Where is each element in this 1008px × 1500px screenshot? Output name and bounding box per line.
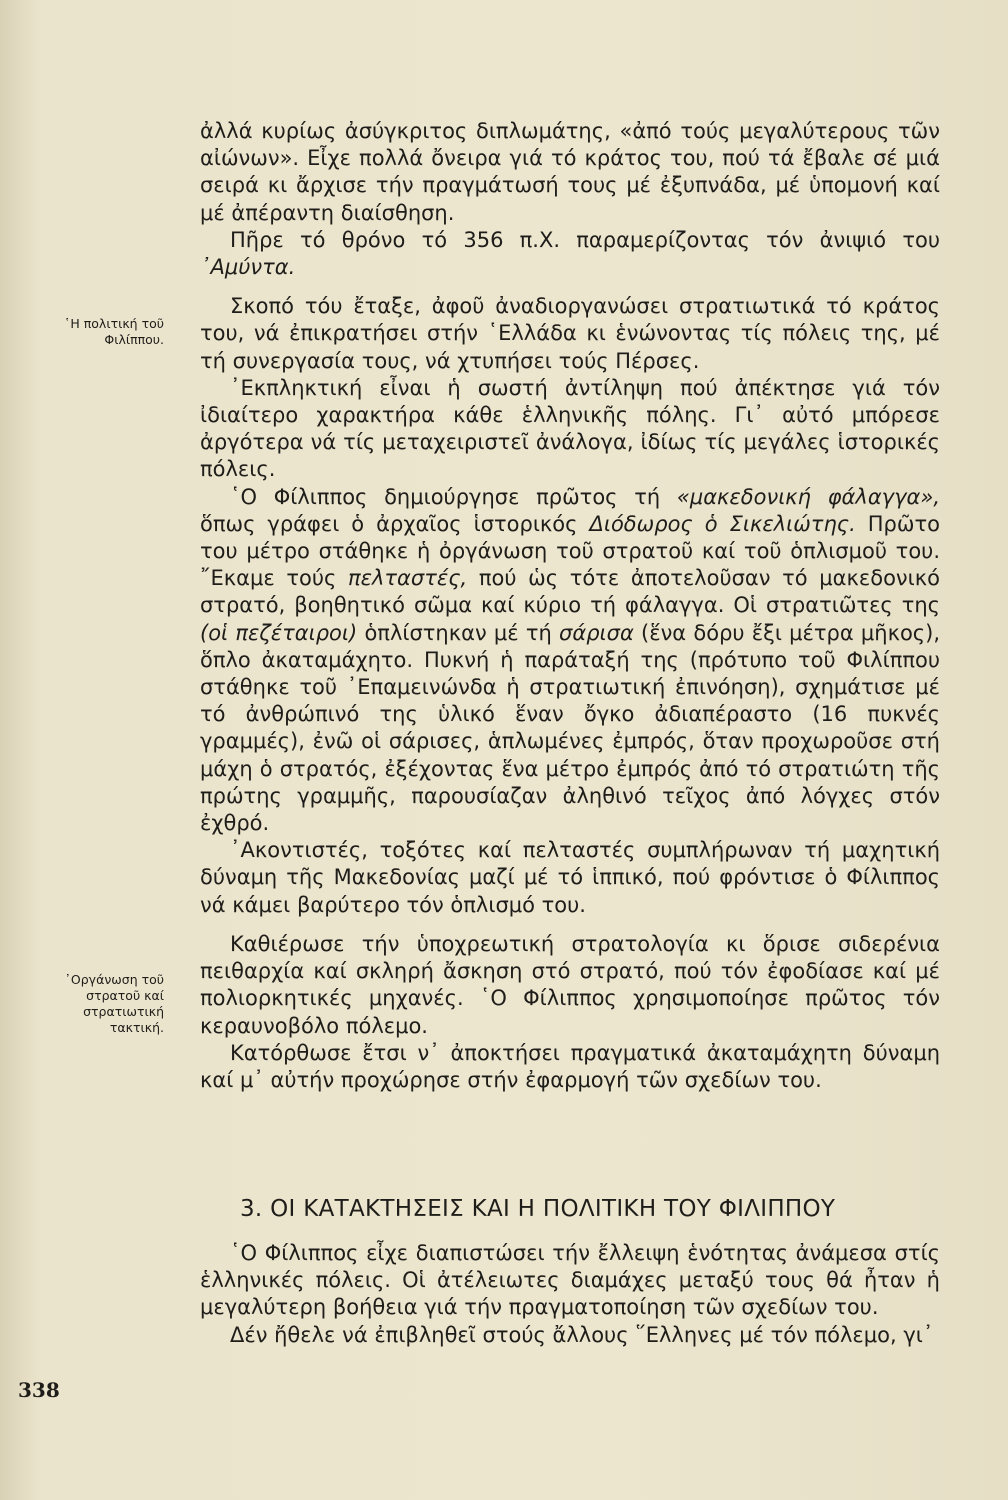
paragraph: Κατόρθωσε ἔτσι ν᾿ ἀποκτήσει πραγματικά ἀκαταμάχητη δύναμη καί μ᾿ αὐτήν προχώρησε στήν ἐφαρμογή τῶν σχεδίων του. xyxy=(200,1040,940,1092)
paragraph: Σκοπό τόυ ἔταξε, ἀφοῦ ἀναδιοργανώσει στρατιωτικά τό κράτος του, νά ἐπικρατήσει στήν ῾Ελλάδα κι ἑνώνοντας τίς πόλεις της, μέ τή συνεργασία τους, νά χτυπήσει τούς Πέρσες. xyxy=(200,294,940,373)
text-run: ὅπως γράφει ὁ ἀρχαῖος ἱστορικός xyxy=(200,511,578,536)
italic-term: πελταστές, xyxy=(347,566,468,591)
main-text xyxy=(200,118,940,1094)
italic-term: σάρισα xyxy=(559,620,634,645)
paragraph: Δέν ἤθελε νά ἐπιβληθεῖ στούς ἄλλους ῞Ελληνες μέ τόν πόλεμο, γι᾿ xyxy=(230,1322,934,1347)
paragraph: ᾿Ακοντιστές, τοξότες καί πελταστές συμπλήρωναν τή μαχητική δύναμη τῆς Μακεδονίας μαζί μέ τό ἱππικό, πού φρόντισε ὁ Φίλιππος νά κάμει βαρύτερο τόν ὁπλισμό του. xyxy=(200,838,940,917)
text-run: ὁπλίστηκαν μέ τή xyxy=(364,620,552,645)
margin-note-army: ᾿Οργάνωση τοῦ στρατοῦ καί στρατιωτική τακτική. xyxy=(64,972,164,1035)
section-heading: 3. ΟΙ ΚΑΤΑΚΤΗΣΕΙΣ ΚΑΙ Η ΠΟΛΙΤΙΚΗ ΤΟΥ ΦΙΛΙΠΠΟΥ xyxy=(240,1196,836,1222)
text-run: πού ὡς τότε ἀποτελοῦσαν τό μακεδονικό στρατό, βοηθητικό σῶμα καί κύριο τή φάλαγγα. Οἱ στρατιῶτες της xyxy=(200,566,940,618)
italic-name: Διόδωρος ὁ Σικελιώτης. xyxy=(589,511,856,536)
margin-note-policy: ῾Η πολιτική τοῦ Φιλίππου. xyxy=(64,316,164,347)
italic-term: (οἱ πεζέταιροι) xyxy=(200,620,358,645)
text-run: (ἕνα δόρυ ἔξι μέτρα μῆκος), ὅπλο ἀκαταμάχητο. Πυκνή ἡ παράταξή της (πρότυπο τοῦ Φιλίππου στάθηκε τοῦ ᾿Επαμεινώνδα ἡ στρατιωτική ἐπινόηση), σχημάτισε μέ τό ἀνθρώπινό της ὑλικό ἕναν ὄγκο ἀδιαπέραστο (16 πυκνές γραμμές), ἐνῶ οἱ σάρισες, ἁπλωμένες ἐμπρός, ὅταν προχωροῦσε στή μάχη ὁ στρατός, ἐξέχοντας ἕνα μέτρο ἐμπρός ἀπό τό στρατιώτη τῆς πρώτης γραμμῆς, παρουσίαζαν ἀληθινό τεῖχος ἀπό λόγχες στόν ἐχθρό. xyxy=(200,620,940,836)
text-run: ῎Εκαμε τούς xyxy=(200,566,337,591)
paragraph: ῾Ο Φίλιππος εἶχε διαπιστώσει τήν ἔλλειψη ἑνότητας ἀνάμεσα στίς ἑλληνικές πόλεις. Οἱ ἀτέλειωτες διαμάχες μεταξύ τους θά ἦταν ἡ μεγαλύτερη βοήθεια γιά τήν πραγματοποίηση τῶν σχεδίων του. xyxy=(200,1241,940,1320)
text-run: Πρῶτο του μέτρο στάθηκε ἡ ὀργάνωση τοῦ στρατοῦ καί τοῦ ὁπλισμοῦ του. xyxy=(200,511,940,564)
text-run: ῾Ο Φίλιππος δημιούργησε πρῶτος τή xyxy=(230,484,661,509)
paragraph: Καθιέρωσε τήν ὑποχρεωτική στρατολογία κι ὅρισε σιδερένια πειθαρχία καί σκληρή ἄσκηση στό στρατό, πού τόν ἐφοδίασε καί μέ πολιορκητικές μηχανές. ῾Ο Φίλιππος χρησιμοποίησε πρῶτος τόν κεραυνοβόλο πόλεμο. xyxy=(200,931,940,1038)
page-number: 338 xyxy=(18,1378,60,1402)
paragraph: ἀλλά κυρίως ἀσύγκριτος διπλωμάτης, «ἀπό τούς μεγαλύτερους τῶν αἰώνων». Εἶχε πολλά ὄνειρα γιά τό κράτος του, πού τά ἔβαλε σέ μιά σειρά κι ἄρχισε τήν πραγμάτωσή τους μέ ἐξυπνάδα, μέ ὑπομονή καί μέ ἀπέραντη διαίσθηση. xyxy=(200,119,940,225)
paragraph xyxy=(200,227,940,281)
section-text xyxy=(200,1240,940,1349)
italic-term: «μακεδονική φάλαγγα», xyxy=(676,484,940,509)
italic-name: ᾿Αμύντα. xyxy=(200,255,296,280)
text-run: Πῆρε τό θρόνο τό 356 π.Χ. παραμερίζοντας τόν ἀνιψιό του xyxy=(230,227,940,252)
paragraph xyxy=(200,484,940,838)
paragraph: ᾿Εκπληκτική εἶναι ἡ σωστή ἀντίληψη πού ἀπέκτησε γιά τόν ἰδιαίτερο χαρακτήρα κάθε ἑλληνικῆς πόλης. Γι᾿ αὐτό μπόρεσε ἀργότερα νά τίς μεταχειριστεῖ ἀνάλογα, ἰδίως τίς μεγάλες ἱστορικές πόλεις. xyxy=(200,375,940,482)
